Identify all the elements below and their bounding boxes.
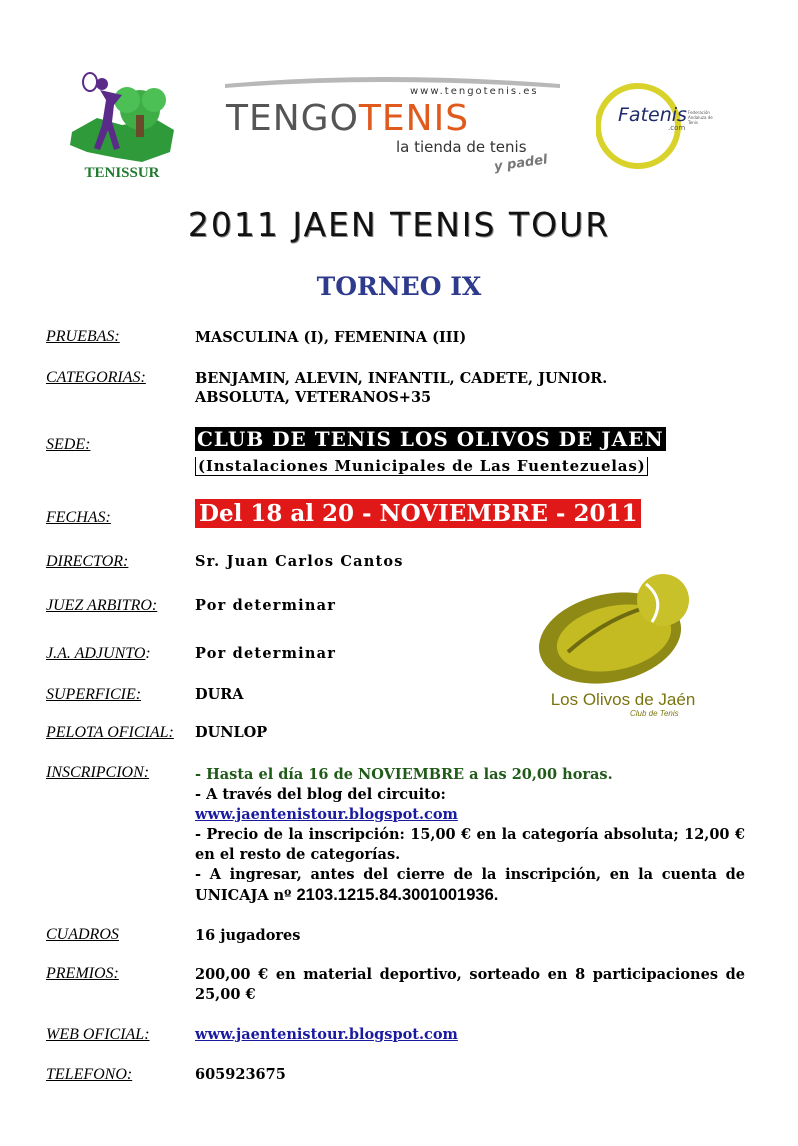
superficie-label: SUPERFICIE: <box>46 686 142 703</box>
cuadros-label: CUADROS <box>46 926 119 943</box>
sede-facility: (Instalaciones Municipales de Las Fuentezuelas) <box>195 457 648 476</box>
fatenis-small: Federación Andaluza de Tenis <box>688 110 713 125</box>
pelota-label: PELOTA OFICIAL: <box>46 724 174 741</box>
inscripcion-deadline: - Hasta el día 16 de NOVIEMBRE a las 20,00 horas. <box>195 766 613 783</box>
tengotenis-logo <box>220 72 565 182</box>
fatenis-name: Fatenis <box>618 104 687 126</box>
fatenis-com: .com <box>668 124 686 132</box>
tengotenis-url: www.tengotenis.es <box>410 86 539 97</box>
juez-label: JUEZ ARBITRO: <box>46 597 158 614</box>
adjunto-colon: : <box>145 645 151 662</box>
categorias-value-1: BENJAMIN, ALEVIN, INFANTIL, CADETE, JUNIOR. <box>195 370 608 387</box>
inscripcion-price: - Precio de la inscripción: 15,00 € en la categoría absoluta; 12,00 € en el resto de categorías. <box>195 826 745 863</box>
cuadros-value: 16 jugadores <box>195 927 301 944</box>
pruebas-label: PRUEBAS: <box>46 328 120 345</box>
tengotenis-tagline: la tienda de tenis <box>396 138 527 156</box>
tengotenis-tengo: TENGO <box>226 98 359 139</box>
fatenis-ball-icon <box>596 76 716 176</box>
juez-value: Por determinar <box>195 597 337 614</box>
superficie-value: DURA <box>195 686 244 703</box>
tenissur-label: TENISSUR <box>84 165 160 181</box>
web-link[interactable]: www.jaentenistour.blogspot.com <box>195 1026 458 1043</box>
telefono-value: 605923675 <box>195 1066 286 1083</box>
fechas-label: FECHAS: <box>46 509 111 526</box>
olivos-name: Los Olivos de Jaén <box>550 690 696 709</box>
page-title: 2011 JAEN TENIS TOUR <box>187 205 611 244</box>
inscripcion-block <box>195 765 745 906</box>
pruebas-value: MASCULINA (I), FEMENINA (III) <box>195 329 467 346</box>
adjunto-value: Por determinar <box>195 645 337 662</box>
categorias-label: CATEGORIAS: <box>46 369 146 386</box>
olivos-emblem-icon <box>528 572 718 692</box>
director-label: DIRECTOR: <box>46 553 129 570</box>
inscripcion-account: 2103.1215.84.3001001936. <box>296 886 499 904</box>
page-subtitle: TORNEO IX <box>316 272 482 301</box>
pelota-value: DUNLOP <box>195 724 268 741</box>
inscripcion-bank: - A ingresar, antes del cierre de la inscripción, en la cuenta de UNICAJA nº <box>195 866 745 904</box>
tengotenis-tagline2: y padel <box>493 152 549 175</box>
categorias-value-2: ABSOLUTA, VETERANOS+35 <box>195 389 432 406</box>
tengotenis-tenis: TENIS <box>358 98 470 139</box>
inscripcion-label: INSCRIPCION: <box>46 764 150 781</box>
telefono-label: TELEFONO: <box>46 1066 133 1083</box>
fatenis-logo <box>596 76 716 176</box>
inscripcion-via-blog: - A través del blog del circuito: <box>195 786 446 803</box>
fechas-value: Del 18 al 20 - NOVIEMBRE - 2011 <box>195 499 641 528</box>
premios-value: 200,00 € en material deportivo, sorteado en 8 participaciones de 25,00 € <box>195 966 745 1003</box>
director-value: Sr. Juan Carlos Cantos <box>195 553 404 570</box>
inscripcion-blog-link[interactable]: www.jaentenistour.blogspot.com <box>195 806 458 823</box>
sede-label: SEDE: <box>46 436 91 453</box>
adjunto-label: J.A. ADJUNTO <box>46 645 146 662</box>
premios-label: PREMIOS: <box>46 965 119 982</box>
sede-club-name: CLUB DE TENIS LOS OLIVOS DE JAEN <box>197 427 664 451</box>
web-label: WEB OFICIAL: <box>46 1026 150 1043</box>
olivos-sub: Club de Tenis <box>630 709 679 718</box>
olivos-logo <box>528 572 718 720</box>
